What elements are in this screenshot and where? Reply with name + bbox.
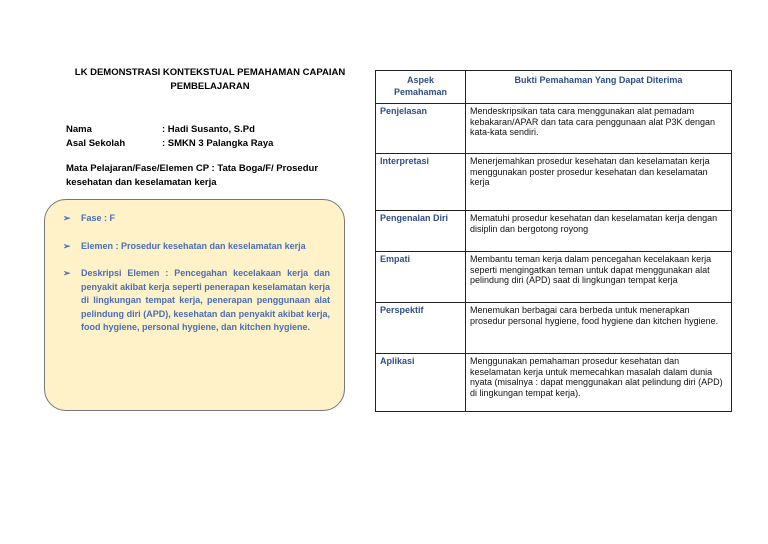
table-row: [376, 354, 732, 412]
arrow-right-icon: ➢: [63, 240, 71, 251]
evidence-cell: Menggunakan pemahaman prosedur kesehatan dan keselamatan kerja untuk memecahkan masalah dalam dunia nyata (misalnya : dapat menggunakan alat pelindung diri (APD) di lingkungan tempat kerja).: [466, 354, 732, 412]
name-value: : Hadi Susanto, S.Pd: [162, 124, 255, 135]
aspect-cell: Aplikasi: [376, 354, 466, 412]
list-item-text: Elemen : Prosedur kesehatan dan keselamatan kerja: [81, 240, 306, 251]
list-item-text: Fase : F: [81, 213, 116, 223]
list-item-deskripsi: [61, 267, 330, 335]
aspect-cell: Interpretasi: [376, 154, 466, 211]
element-list: [45, 200, 344, 335]
school-label: Asal Sekolah: [66, 138, 126, 149]
name-row: [66, 124, 255, 135]
evidence-cell: Membantu teman kerja dalam pencegahan kecelakaan kerja seperti mengingatkan teman untuk dapat menggunakan alat pelindung diri (APD) saat di lingkungan tempat kerja: [466, 252, 732, 303]
school-row: [66, 138, 273, 149]
header-evidence: Bukti Pemahaman Yang Dapat Diterima: [466, 71, 732, 104]
table-row: [376, 211, 732, 252]
aspect-cell: Penjelasan: [376, 104, 466, 154]
aspect-cell: Perspektif: [376, 303, 466, 354]
arrow-right-icon: ➢: [63, 268, 71, 278]
list-item-elemen: [61, 240, 330, 254]
table-row: [376, 104, 732, 154]
understanding-table: [375, 70, 732, 412]
list-item-fase: [61, 212, 330, 226]
list-item-text: Deskripsi Elemen : Pencegahan kecelakaan kerja dan penyakit akibat kerja seperti penerapan keselamatan kerja di lingkungan tempat kerja, penerapan penggunaan alat pelindung diri (APD), kesehatan dan penyakit akibat kerja, food hygiene, personal hygiene, dan kitchen hygiene.: [81, 268, 330, 332]
subject-line: Mata Pelajaran/Fase/Elemen CP : Tata Boga/F/ Prosedur kesehatan dan keselamatan kerja: [66, 163, 319, 188]
aspect-cell: Pengenalan Diri: [376, 211, 466, 252]
evidence-cell: Mematuhi prosedur kesehatan dan keselamatan kerja dengan disiplin dan bergotong royong: [466, 211, 732, 252]
aspect-cell: Empati: [376, 252, 466, 303]
evidence-cell: Mendeskripsikan tata cara menggunakan alat pemadam kebakaran/APAR dan tata cara penggunaan alat P3K dengan kata-kata sendiri.: [466, 104, 732, 154]
table-row: [376, 303, 732, 354]
school-value: : SMKN 3 Palangka Raya: [162, 138, 274, 149]
name-label: Nama: [66, 124, 92, 135]
evidence-cell: Menemukan berbagai cara berbeda untuk menerapkan prosedur personal hygiene, food hygiene dan kitchen hygiene.: [466, 303, 732, 354]
evidence-cell: Menerjemahkan prosedur kesehatan dan keselamatan kerja menggunakan poster prosedur kesehatan dan keselamatan kerja: [466, 154, 732, 211]
table-header-row: [376, 71, 732, 104]
header-aspect: Aspek Pemahaman: [376, 71, 466, 104]
table-row: [376, 154, 732, 211]
document-title: LK DEMONSTRASI KONTEKSTUAL PEMAHAMAN CAPAIAN PEMBELAJARAN: [74, 67, 346, 92]
element-summary-card: [44, 199, 345, 411]
arrow-right-icon: ➢: [63, 213, 71, 223]
table-row: [376, 252, 732, 303]
